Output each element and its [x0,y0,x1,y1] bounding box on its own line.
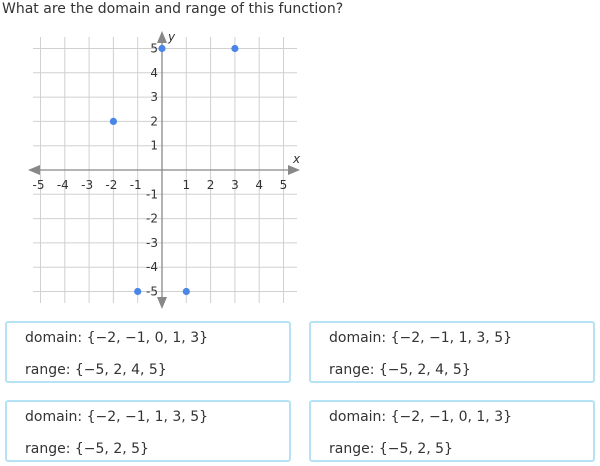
y-tick-label: -3 [146,235,158,250]
y-tick-label: -5 [146,284,158,299]
x-tick-label: -3 [81,178,94,192]
y-axis-up-arrow [157,31,167,43]
choice-4-range: range: {−5, 2, 5} [329,441,453,457]
answer-choice-2[interactable] [309,321,595,383]
x-tick-label: -1 [129,178,142,192]
x-tick-label: -2 [105,178,118,192]
question-text: What are the domain and range of this function? [2,1,344,17]
y-axis-label: y [168,30,176,44]
x-axis-right-arrow [288,165,300,175]
choice-2-range: range: {−5, 2, 4, 5} [329,362,471,378]
x-tick-label: 1 [182,178,191,192]
x-tick-label: 5 [279,178,288,192]
x-tick-label: -4 [56,178,69,192]
y-tick-label: 4 [150,65,158,80]
y-tick-label: -1 [146,187,158,202]
data-point [134,288,141,295]
x-tick-label: 3 [231,178,239,192]
choice-3-range: range: {−5, 2, 5} [25,441,149,457]
data-point [183,288,190,295]
y-tick-label: 5 [150,41,158,56]
y-tick-label: -2 [146,211,158,226]
x-axis-left-arrow [28,165,40,175]
data-point [158,45,165,52]
data-point [110,118,117,125]
y-tick-label: -4 [146,260,158,275]
choice-2-domain: domain: {−2, −1, 1, 3, 5} [329,330,513,346]
x-tick-label: 4 [255,178,264,192]
y-tick-label: 2 [150,114,158,129]
y-tick-label: 1 [150,138,158,153]
x-axis-label: x [293,152,301,166]
answer-choice-4[interactable] [309,400,595,462]
y-tick-label: 3 [150,90,158,105]
answer-choice-3[interactable] [5,400,291,462]
y-axis-down-arrow [157,297,167,309]
x-tick-label: -5 [32,178,45,192]
choice-4-domain: domain: {−2, −1, 0, 1, 3} [329,409,513,425]
choice-3-domain: domain: {−2, −1, 1, 3, 5} [25,409,209,425]
x-tick-label: 2 [206,178,215,192]
data-point [231,45,238,52]
choice-1-domain: domain: {−2, −1, 0, 1, 3} [25,330,209,346]
choice-1-range: range: {−5, 2, 4, 5} [25,362,167,378]
answer-choice-1[interactable] [5,321,291,383]
